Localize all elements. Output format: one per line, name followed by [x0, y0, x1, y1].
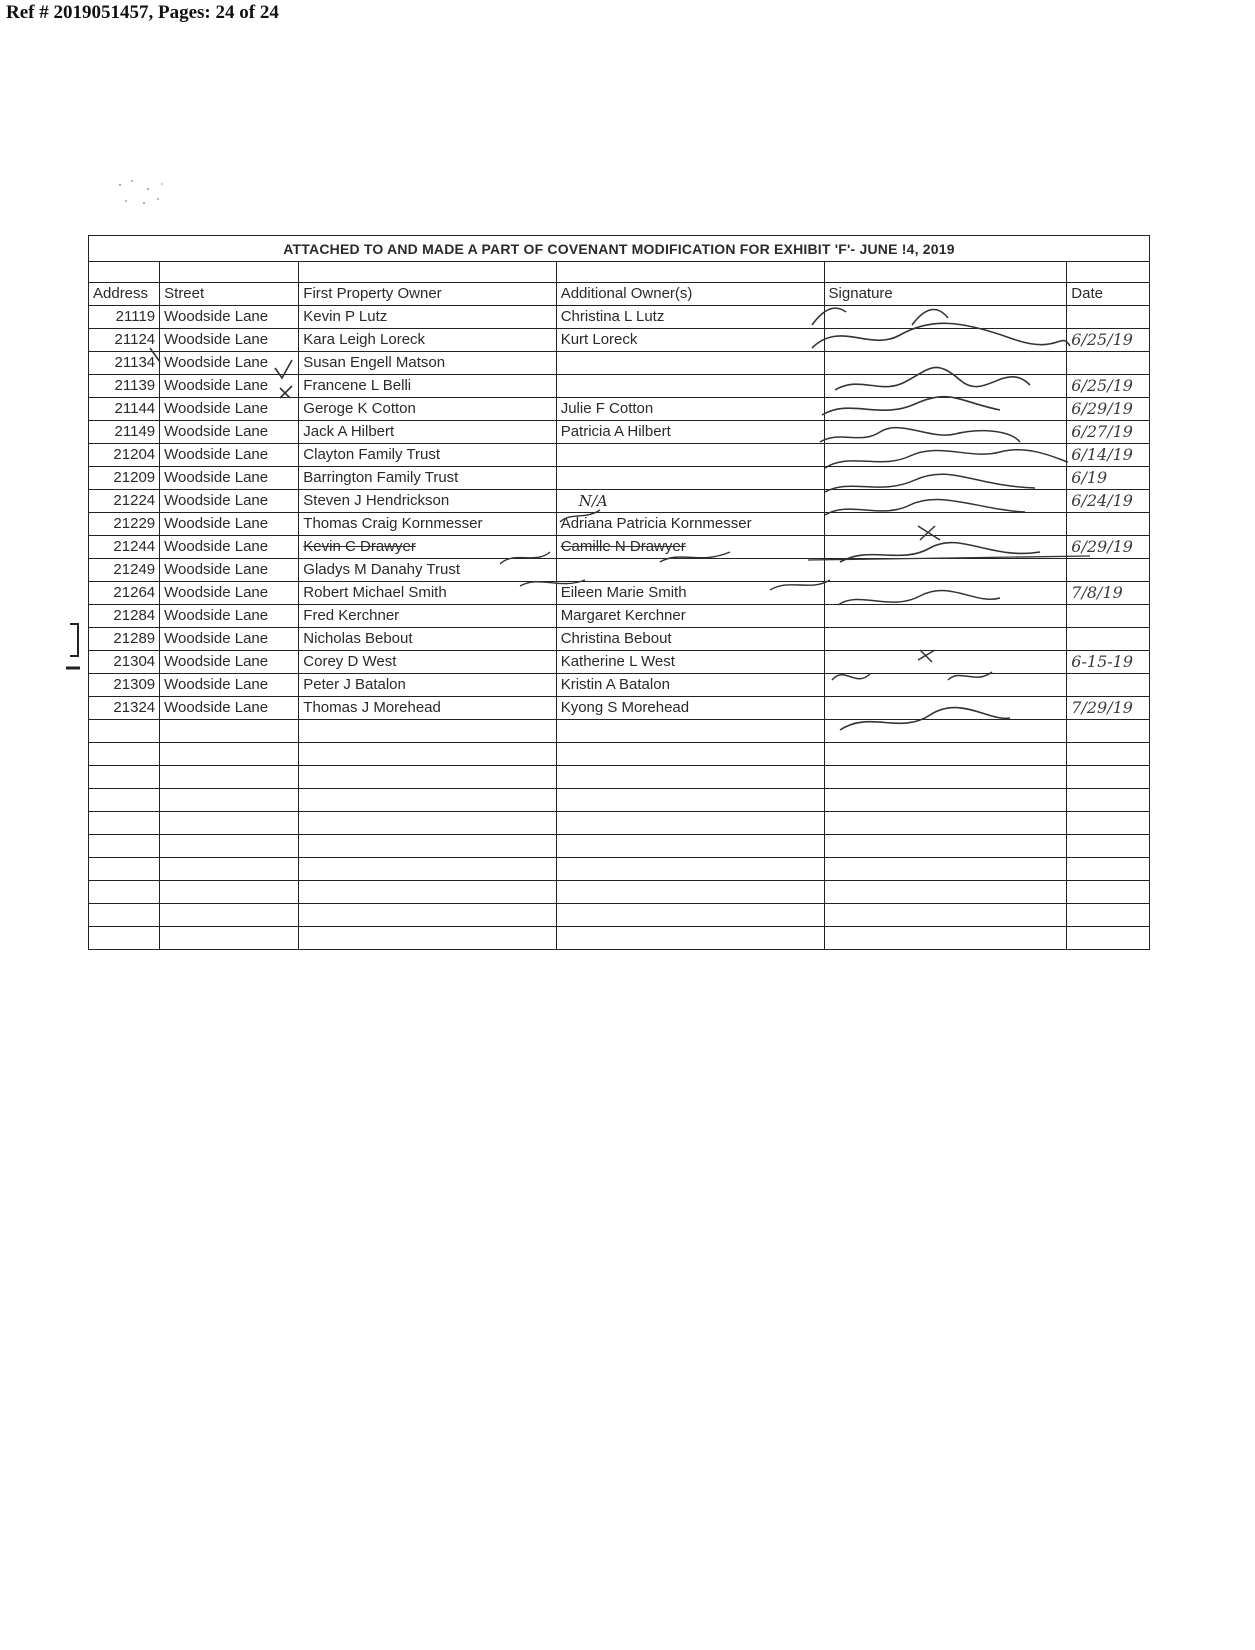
table-cell	[1067, 789, 1150, 812]
additional-owner-cell	[556, 467, 824, 490]
signature-cell	[824, 536, 1067, 559]
table-cell	[556, 720, 824, 743]
date-cell: 6/25/19	[1067, 375, 1150, 398]
signature-cell	[824, 605, 1067, 628]
address-cell: 21139	[89, 375, 160, 398]
table-row	[89, 329, 1150, 352]
first-owner-cell: Fred Kerchner	[299, 605, 556, 628]
date-cell: 6/29/19	[1067, 536, 1150, 559]
column-header-date: Date	[1067, 283, 1150, 306]
table-row	[89, 651, 1150, 674]
first-owner-cell: Kevin C Drawyer	[299, 536, 556, 559]
first-owner-cell: Clayton Family Trust	[299, 444, 556, 467]
table-title-row	[89, 236, 1150, 262]
table-row	[89, 697, 1150, 720]
signature-cell	[824, 398, 1067, 421]
street-cell: Woodside Lane	[160, 306, 299, 329]
additional-owner-cell: N/A	[556, 490, 824, 513]
table-cell	[556, 812, 824, 835]
first-owner-cell: Kevin P Lutz	[299, 306, 556, 329]
spacer-row	[89, 262, 1150, 283]
table-cell	[824, 858, 1067, 881]
table-row	[89, 490, 1150, 513]
table-row	[89, 559, 1150, 582]
date-cell: 6/29/19	[1067, 398, 1150, 421]
date-cell: 6/19	[1067, 467, 1150, 490]
table-row	[89, 582, 1150, 605]
additional-owner-cell: Julie F Cotton	[556, 398, 824, 421]
address-cell: 21289	[89, 628, 160, 651]
column-header-first-owner: First Property Owner	[299, 283, 556, 306]
address-cell: 21324	[89, 697, 160, 720]
table-cell	[556, 262, 824, 283]
street-cell: Woodside Lane	[160, 697, 299, 720]
signature-cell	[824, 559, 1067, 582]
signature-cell	[824, 697, 1067, 720]
empty-table-row	[89, 904, 1150, 927]
table-cell	[824, 812, 1067, 835]
table-cell	[89, 789, 160, 812]
street-cell: Woodside Lane	[160, 651, 299, 674]
table-cell	[299, 835, 556, 858]
empty-table-row	[89, 881, 1150, 904]
additional-owner-cell: Patricia A Hilbert	[556, 421, 824, 444]
first-owner-cell: Barrington Family Trust	[299, 467, 556, 490]
address-cell: 21144	[89, 398, 160, 421]
address-cell: 21249	[89, 559, 160, 582]
date-cell: 6/24/19	[1067, 490, 1150, 513]
table-cell	[1067, 766, 1150, 789]
table-cell	[1067, 927, 1150, 950]
signature-cell	[824, 628, 1067, 651]
date-cell: 6/14/19	[1067, 444, 1150, 467]
table-cell	[89, 720, 160, 743]
date-cell	[1067, 306, 1150, 329]
table-cell	[824, 789, 1067, 812]
signature-cell	[824, 306, 1067, 329]
table-row	[89, 628, 1150, 651]
street-cell: Woodside Lane	[160, 398, 299, 421]
date-cell	[1067, 559, 1150, 582]
address-cell: 21264	[89, 582, 160, 605]
address-cell: 21304	[89, 651, 160, 674]
first-owner-cell: Thomas Craig Kornmesser	[299, 513, 556, 536]
additional-owner-cell	[556, 559, 824, 582]
empty-table-row	[89, 858, 1150, 881]
first-owner-cell: Peter J Batalon	[299, 674, 556, 697]
table-cell	[299, 766, 556, 789]
table-cell	[556, 766, 824, 789]
table-row	[89, 674, 1150, 697]
table-row	[89, 605, 1150, 628]
table-cell	[299, 858, 556, 881]
signature-cell	[824, 674, 1067, 697]
table-cell	[824, 927, 1067, 950]
address-cell: 21124	[89, 329, 160, 352]
street-cell: Woodside Lane	[160, 674, 299, 697]
signature-cell	[824, 513, 1067, 536]
signature-cell	[824, 582, 1067, 605]
first-owner-cell: Jack A Hilbert	[299, 421, 556, 444]
column-header-signature: Signature	[824, 283, 1067, 306]
address-cell: 21209	[89, 467, 160, 490]
table-cell	[1067, 904, 1150, 927]
table-cell	[556, 904, 824, 927]
first-owner-cell: Francene L Belli	[299, 375, 556, 398]
table-cell	[1067, 720, 1150, 743]
street-cell: Woodside Lane	[160, 375, 299, 398]
table-cell	[556, 881, 824, 904]
street-cell: Woodside Lane	[160, 467, 299, 490]
date-cell: 6/25/19	[1067, 329, 1150, 352]
table-cell	[299, 720, 556, 743]
empty-table-row	[89, 766, 1150, 789]
column-header-row	[89, 283, 1150, 306]
empty-table-row	[89, 720, 1150, 743]
first-owner-cell: Robert Michael Smith	[299, 582, 556, 605]
table-cell	[160, 766, 299, 789]
signature-cell	[824, 444, 1067, 467]
signature-cell	[824, 421, 1067, 444]
table-row	[89, 306, 1150, 329]
table-cell	[824, 766, 1067, 789]
table-cell	[556, 858, 824, 881]
table-row	[89, 513, 1150, 536]
table-cell	[160, 743, 299, 766]
address-cell: 21119	[89, 306, 160, 329]
table-cell	[299, 789, 556, 812]
table-row	[89, 398, 1150, 421]
street-cell: Woodside Lane	[160, 605, 299, 628]
table-cell	[160, 858, 299, 881]
additional-owner-cell: Kyong S Morehead	[556, 697, 824, 720]
signature-cell	[824, 467, 1067, 490]
table-cell	[89, 927, 160, 950]
additional-owner-cell: Margaret Kerchner	[556, 605, 824, 628]
table-row	[89, 467, 1150, 490]
table-cell	[89, 858, 160, 881]
empty-table-row	[89, 812, 1150, 835]
table-cell	[299, 743, 556, 766]
address-cell: 21134	[89, 352, 160, 375]
table-cell	[556, 835, 824, 858]
empty-table-row	[89, 743, 1150, 766]
table-cell	[89, 835, 160, 858]
additional-owner-cell: Camille N Drawyer	[556, 536, 824, 559]
first-owner-cell: Steven J Hendrickson	[299, 490, 556, 513]
table-cell	[824, 835, 1067, 858]
table-cell	[824, 262, 1067, 283]
first-owner-cell: Thomas J Morehead	[299, 697, 556, 720]
table-row	[89, 444, 1150, 467]
additional-owner-cell	[556, 444, 824, 467]
table-cell	[299, 927, 556, 950]
column-header-street: Street	[160, 283, 299, 306]
table-cell	[299, 262, 556, 283]
reference-header: Ref # 2019051457, Pages: 24 of 24	[6, 2, 279, 23]
additional-owner-cell: Katherine L West	[556, 651, 824, 674]
additional-owner-cell: Christina Bebout	[556, 628, 824, 651]
table-cell	[824, 743, 1067, 766]
street-cell: Woodside Lane	[160, 329, 299, 352]
address-cell: 21244	[89, 536, 160, 559]
table-cell	[89, 743, 160, 766]
address-cell: 21204	[89, 444, 160, 467]
table-cell	[824, 881, 1067, 904]
street-cell: Woodside Lane	[160, 421, 299, 444]
street-cell: Woodside Lane	[160, 513, 299, 536]
additional-owner-cell	[556, 352, 824, 375]
date-cell	[1067, 513, 1150, 536]
date-cell	[1067, 674, 1150, 697]
street-cell: Woodside Lane	[160, 490, 299, 513]
table-cell	[160, 904, 299, 927]
table-cell	[299, 881, 556, 904]
street-cell: Woodside Lane	[160, 582, 299, 605]
date-cell: 7/8/19	[1067, 582, 1150, 605]
table-cell	[1067, 881, 1150, 904]
column-header-address: Address	[89, 283, 160, 306]
margin-bracket-mark	[56, 620, 86, 675]
street-cell: Woodside Lane	[160, 444, 299, 467]
table-cell	[89, 881, 160, 904]
first-owner-cell: Susan Engell Matson	[299, 352, 556, 375]
table-cell	[824, 904, 1067, 927]
table-cell	[160, 720, 299, 743]
address-cell: 21284	[89, 605, 160, 628]
table-cell	[89, 766, 160, 789]
column-header-additional-owners: Additional Owner(s)	[556, 283, 824, 306]
address-cell: 21229	[89, 513, 160, 536]
table-cell	[824, 720, 1067, 743]
empty-table-row	[89, 789, 1150, 812]
empty-table-row	[89, 835, 1150, 858]
address-cell: 21309	[89, 674, 160, 697]
street-cell: Woodside Lane	[160, 559, 299, 582]
first-owner-cell: Corey D West	[299, 651, 556, 674]
table-title: ATTACHED TO AND MADE A PART OF COVENANT MODIFICATION FOR EXHIBIT 'F'- JUNE !4, 2019	[89, 236, 1150, 262]
address-cell: 21224	[89, 490, 160, 513]
table-row	[89, 352, 1150, 375]
first-owner-cell: Geroge K Cotton	[299, 398, 556, 421]
street-cell: Woodside Lane	[160, 352, 299, 375]
signature-cell	[824, 651, 1067, 674]
table-row	[89, 375, 1150, 398]
additional-owner-cell: Kristin A Batalon	[556, 674, 824, 697]
first-owner-cell: Gladys M Danahy Trust	[299, 559, 556, 582]
table-cell	[1067, 743, 1150, 766]
additional-owner-cell: Christina L Lutz	[556, 306, 824, 329]
table-cell	[556, 789, 824, 812]
table-cell	[1067, 812, 1150, 835]
table-cell	[1067, 262, 1150, 283]
signature-cell	[824, 352, 1067, 375]
address-cell: 21149	[89, 421, 160, 444]
additional-owner-cell	[556, 375, 824, 398]
table-cell	[89, 262, 160, 283]
table-cell	[299, 812, 556, 835]
table-cell	[1067, 858, 1150, 881]
table-cell	[160, 835, 299, 858]
date-cell	[1067, 628, 1150, 651]
additional-owner-cell: Kurt Loreck	[556, 329, 824, 352]
table-cell	[89, 812, 160, 835]
date-cell: 7/29/19	[1067, 697, 1150, 720]
table-cell	[160, 789, 299, 812]
table-cell	[160, 812, 299, 835]
date-cell	[1067, 352, 1150, 375]
empty-table-row	[89, 927, 1150, 950]
signature-cell	[824, 329, 1067, 352]
table-cell	[160, 927, 299, 950]
table-cell	[556, 927, 824, 950]
table-cell	[160, 262, 299, 283]
first-owner-cell: Kara Leigh Loreck	[299, 329, 556, 352]
table-cell	[556, 743, 824, 766]
additional-owner-cell: Adriana Patricia Kornmesser	[556, 513, 824, 536]
street-cell: Woodside Lane	[160, 536, 299, 559]
first-owner-cell: Nicholas Bebout	[299, 628, 556, 651]
signature-cell	[824, 490, 1067, 513]
scan-specks	[100, 175, 190, 215]
signature-cell	[824, 375, 1067, 398]
street-cell: Woodside Lane	[160, 628, 299, 651]
date-cell	[1067, 605, 1150, 628]
covenant-signature-table	[88, 235, 1150, 950]
table-row	[89, 536, 1150, 559]
table-cell	[160, 881, 299, 904]
table-cell	[89, 904, 160, 927]
table-cell	[1067, 835, 1150, 858]
date-cell: 6-15-19	[1067, 651, 1150, 674]
table-row	[89, 421, 1150, 444]
table-cell	[299, 904, 556, 927]
additional-owner-cell: Eileen Marie Smith	[556, 582, 824, 605]
date-cell: 6/27/19	[1067, 421, 1150, 444]
